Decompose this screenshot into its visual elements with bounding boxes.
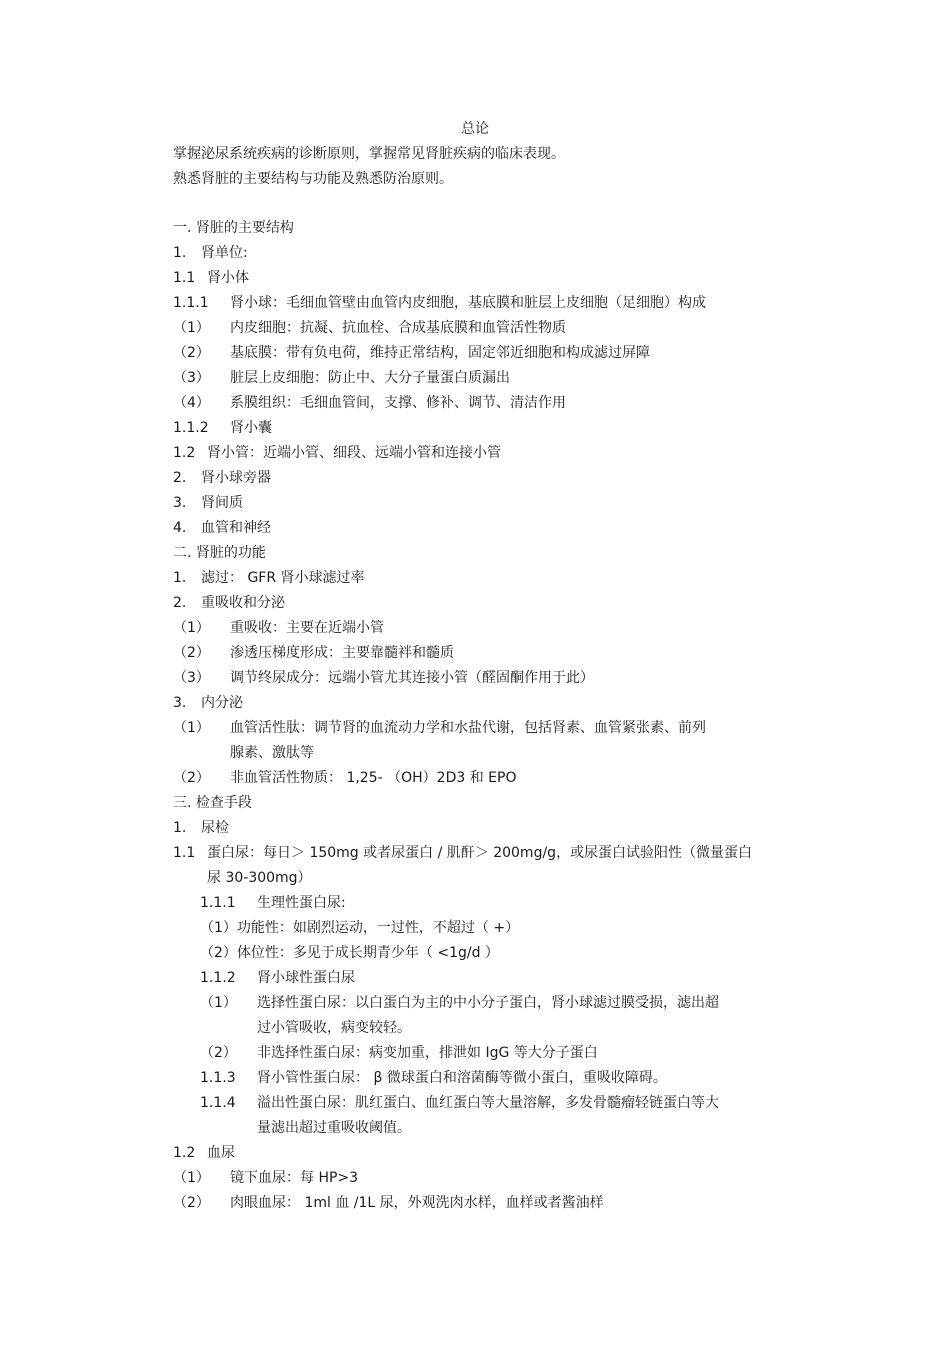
document-page: 总论 掌握泌尿系统疾病的诊断原则，掌握常见肾脏疾病的临床表现。 熟悉肾脏的主要结构与功能及熟悉防治原则。 一. 肾脏的主要结构 1. 肾单位: 1.1 肾小体 1.1.1 肾小球：毛细血管壁由血管内皮细胞，基底膜和脏层上皮细胞（足细胞）构成 （1） 内皮细胞：抗凝、抗血栓、合成基底膜和血管活性物质 （2） 基底膜：带有负电荷，维持正常结构，固定邻近细胞和构成滤过屏障 （3） 脏层上皮细胞：防止中、大分子量蛋白质漏出 （4） 系膜组织：毛细血管间，支撑、修补、调节、清洁作用 1.1.2 肾小囊 1.2 肾小管：近端小管、细段、远端小管和连接小管 2. 肾小球旁器 3. 肾间质 4. 血管和神经 二. 肾脏的功能 1. 滤过： GFR 肾小球滤过率 2. 重吸收和分泌 （1） 重吸收：主要在近端小管 （2） 渗透压梯度形成：主要靠髓袢和髓质 （3） 调节终尿成分：远端小管尤其连接小管（醛固酮作用于此） 3. 内分泌 （1） 血管活性肽：调节肾的血流动力学和水盐代谢，包括肾素、血管紧张素、前列 腺素、激肽等 （2） 非血管活性物质： 1,25- （OH）2D3 和 EPO 三. 检查手段 1. 尿检 1.1 蛋白尿：每日＞ 150mg 或者尿蛋白 / 肌酐＞ 200mg/g，或尿蛋白试验阳性（微量蛋白 尿 30-300mg） 1.1.1 生理性蛋白尿: （1）功能性：如剧烈运动，一过性，不超过（ +） （2）体位性：多见于成长期青少年（ <1g/d ） 1.1.2 肾小球性蛋白尿 （1） 选择性蛋白尿：以白蛋白为主的中小分子蛋白，肾小球滤过膜受损，滤出超 过小管吸收，病变较轻。 （2） 非选择性蛋白尿：病变加重，排泄如 IgG 等大分子蛋白 1.1.3 肾小管性蛋白尿： β 微球蛋白和溶菌酶等微小蛋白，重吸收障碍。 1.1.4 溢出性蛋白尿：肌红蛋白、血红蛋白等大量溶解，多发骨髓瘤轻链蛋白等大 量滤出超过重吸收阈值。 1.2 血尿 （1） 镜下血尿：每 HP>3 （2） 肉眼血尿： 1ml 血 /1L 尿，外观洗肉水样，血样或者酱油样 <box>0 0 950 1345</box>
doc-title: 总论 <box>461 121 489 137</box>
